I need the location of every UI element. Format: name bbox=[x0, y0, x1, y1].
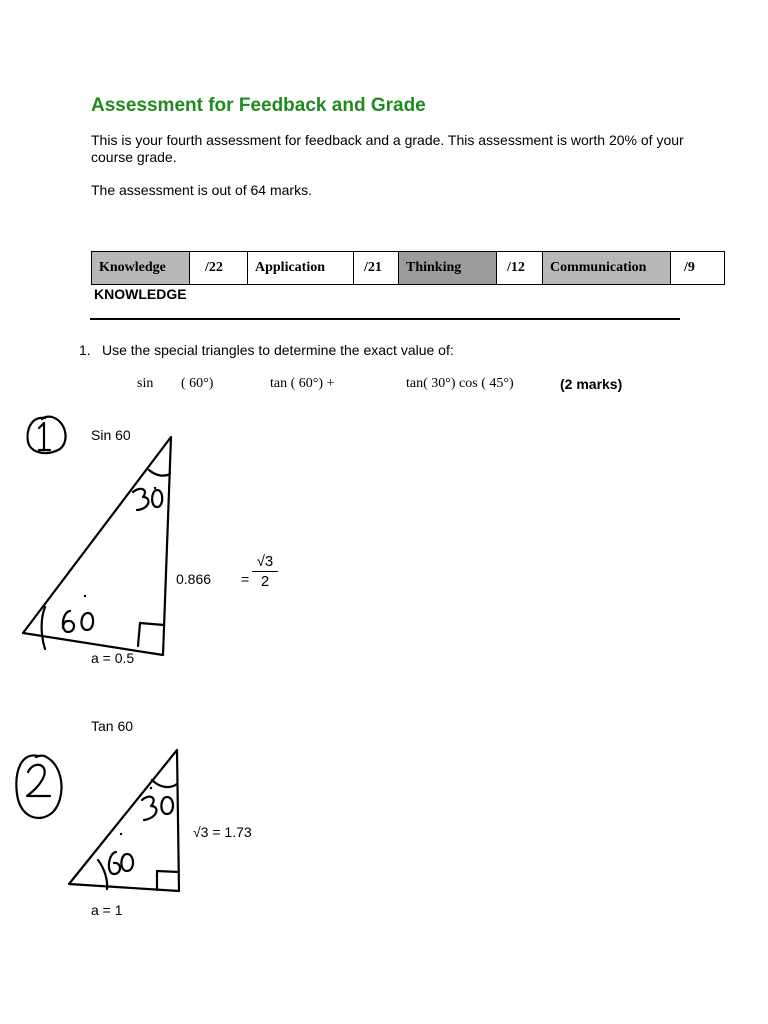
expr-tan: tan ( 60°) + bbox=[270, 376, 335, 391]
question-number: 1. bbox=[79, 342, 91, 358]
right-angle-mark-1 bbox=[138, 623, 164, 646]
section-heading: KNOWLEDGE bbox=[94, 286, 187, 302]
knowledge-label: Knowledge bbox=[92, 252, 190, 285]
fraction-denominator: 2 bbox=[260, 573, 270, 590]
intro-line-1: This is your fourth assessment for feedback and a grade. This assessment is worth 20% of your bbox=[91, 132, 684, 148]
expr-sin-arg: ( 60°) bbox=[181, 376, 214, 391]
communication-value: /9 bbox=[671, 252, 725, 285]
part1-fraction bbox=[252, 552, 278, 592]
part1-label: Sin 60 bbox=[91, 427, 131, 443]
angle-arc-top-1 bbox=[149, 470, 170, 476]
thinking-label: Thinking bbox=[399, 252, 497, 285]
intro-line-2: course grade. bbox=[91, 149, 177, 165]
thinking-value: /12 bbox=[497, 252, 543, 285]
part1-equals: = bbox=[241, 571, 250, 587]
handwritten-digit-2 bbox=[27, 765, 50, 796]
marks-label: (2 marks) bbox=[560, 376, 623, 392]
handwritten-digit-1 bbox=[39, 423, 50, 450]
knowledge-value: /22 bbox=[190, 252, 248, 285]
total-marks-text: The assessment is out of 64 marks. bbox=[91, 182, 312, 198]
part2-base: a = 1 bbox=[91, 902, 123, 918]
application-value: /21 bbox=[354, 252, 399, 285]
angle-arc-bottom-1 bbox=[42, 607, 45, 649]
page-title: Assessment for Feedback and Grade bbox=[91, 95, 426, 116]
part2-label: Tan 60 bbox=[91, 718, 134, 734]
application-label: Application bbox=[248, 252, 354, 285]
question-text: Use the special triangles to determine the exact value of: bbox=[102, 342, 454, 358]
fraction-numerator: √3 bbox=[252, 552, 278, 572]
angle-arc-bottom-2 bbox=[98, 860, 107, 889]
right-angle-mark-2 bbox=[157, 871, 179, 890]
circle-1-outline bbox=[28, 417, 66, 453]
part1-side-value: 0.866 bbox=[176, 571, 212, 587]
expr-sin: sin bbox=[137, 376, 154, 391]
part1-base: a = 0.5 bbox=[91, 650, 135, 666]
expr-tan-cos: tan( 30°) cos ( 45°) bbox=[406, 376, 514, 391]
communication-label: Communication bbox=[543, 252, 671, 285]
part2-side-value: √3 = 1.73 bbox=[193, 824, 252, 840]
angle-arc-top-2 bbox=[152, 780, 177, 787]
